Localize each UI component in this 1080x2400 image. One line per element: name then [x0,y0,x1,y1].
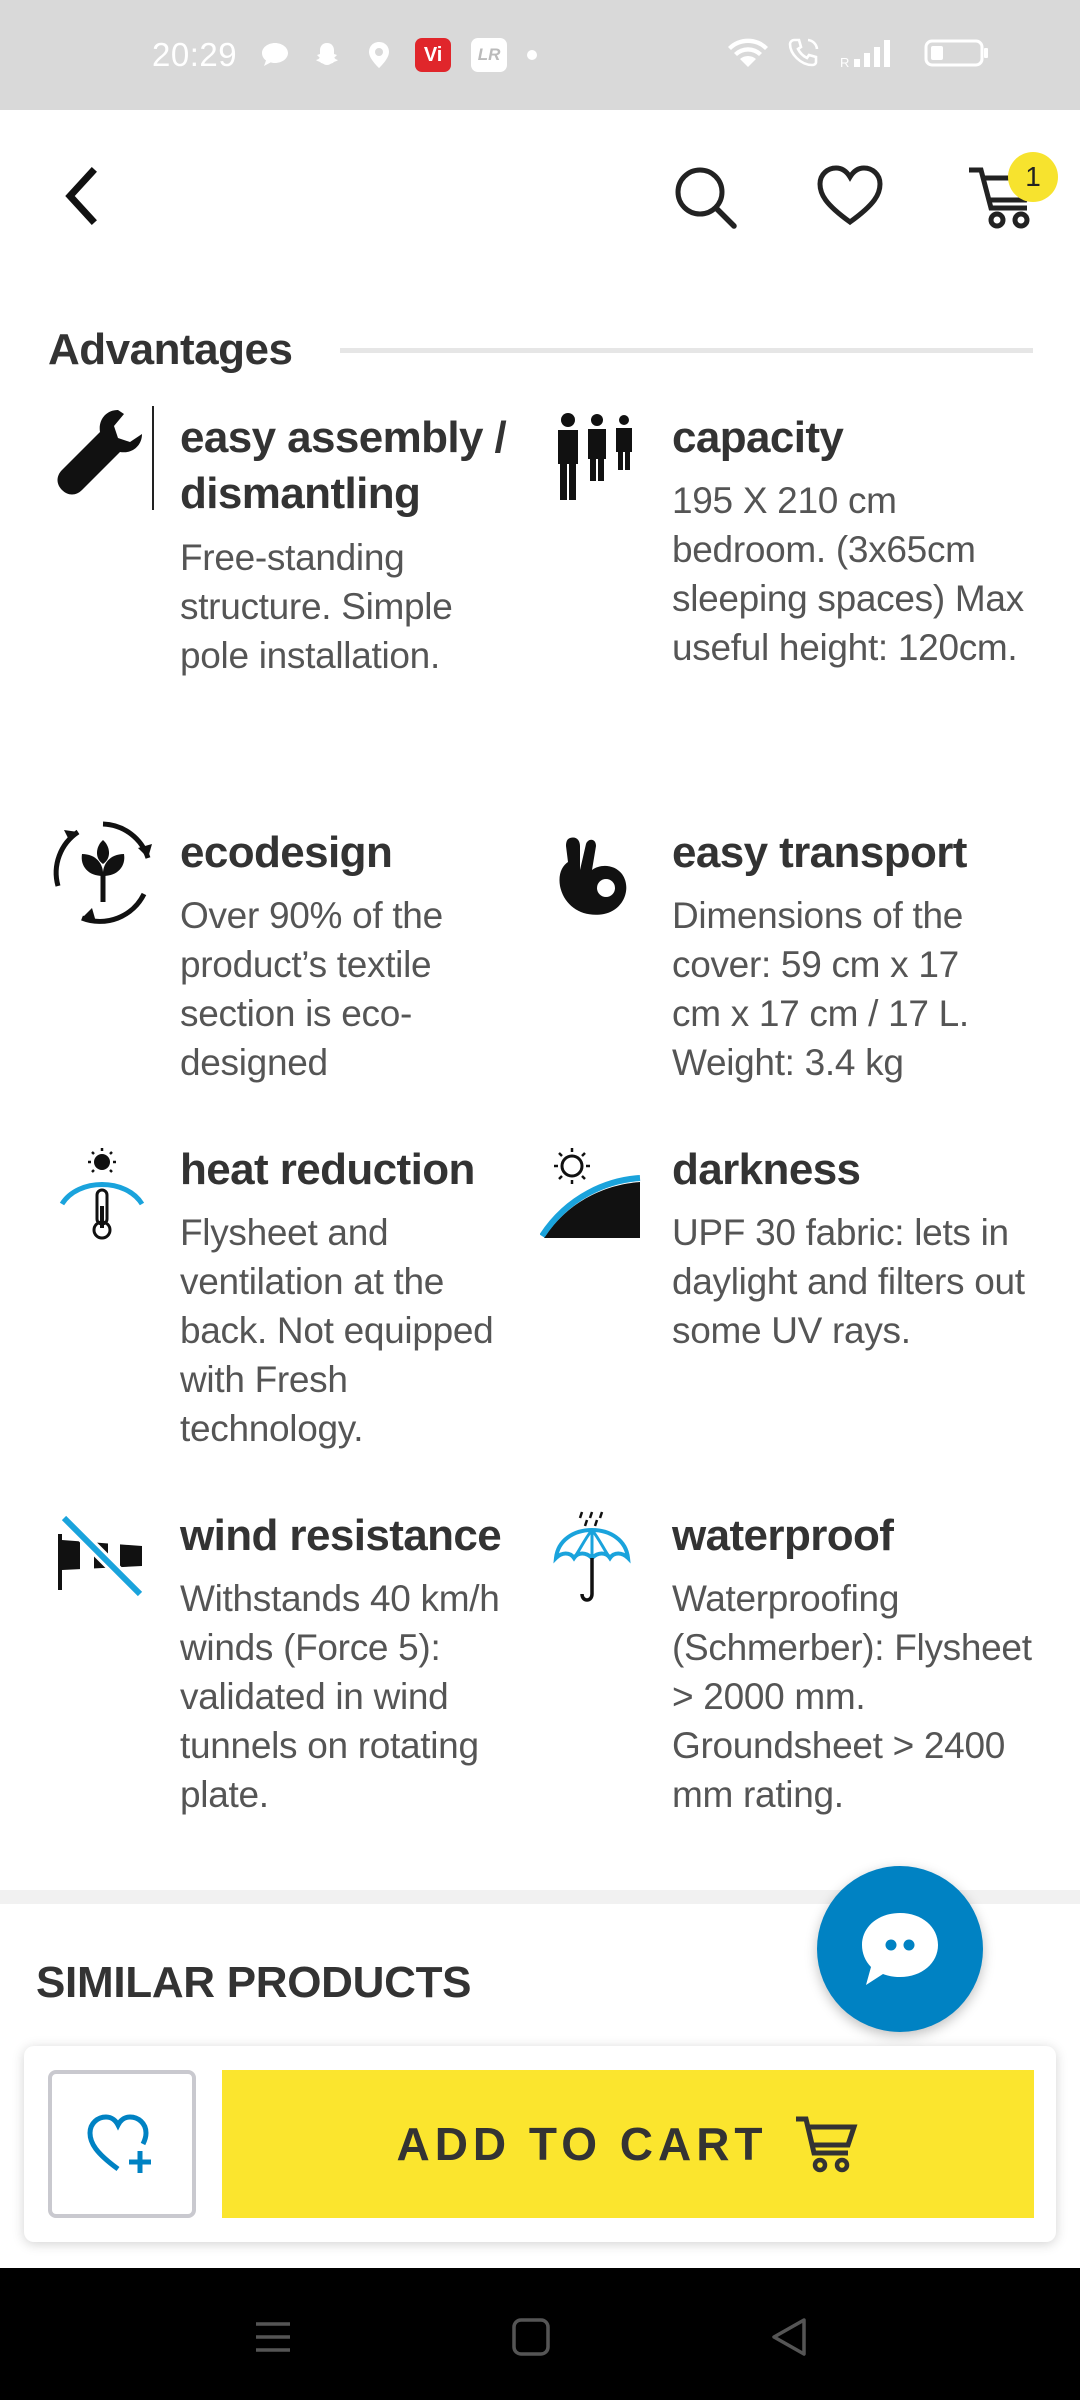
vi-app-icon: Vi [415,38,451,72]
feature-title: wind resistance [180,1511,502,1560]
similar-products-title: SIMILAR PRODUCTS [36,1958,472,2007]
feature-title: easy assembly / dismantling [180,413,507,518]
section-title: Advantages [48,325,293,374]
chat-button[interactable] [817,1866,983,2032]
svg-text:R: R [840,54,850,69]
triangle-back-icon [766,2314,812,2360]
ecodesign-icon [48,818,148,918]
feature-description: Dimensions of the cover: 59 cm x 17 cm x 17 cm / 17 L. Weight: 3.4 kg [672,895,969,1083]
feature-title: capacity [672,413,844,462]
status-time: 20:29 [152,36,238,73]
lr-app-icon: LR [471,38,507,72]
chat-icon [858,1909,942,1989]
chevron-left-icon [58,164,106,228]
people-icon [552,410,652,510]
advantages-header [48,320,1033,380]
cart-count-badge: 1 [1008,152,1058,202]
feature-description: 195 X 210 cm bedroom. (3x65cm sleeping spaces) Max useful height: 120cm. [672,480,1024,668]
feature-description: Withstands 40 km/h winds (Force 5): validated in wind tunnels on rotating plate. [180,1578,500,1815]
heat-reduction-icon [52,1148,152,1248]
back-button[interactable] [58,164,106,228]
heart-plus-icon [84,2109,160,2179]
feature-title: darkness [672,1145,861,1194]
system-navigation-bar [0,2268,1080,2400]
signal-icon [838,37,908,74]
add-to-wishlist-button[interactable] [48,2070,196,2218]
darkness-icon [540,1144,640,1244]
wrench-icon [48,402,148,502]
feature-description: Free-standing structure. Simple pole installation. [180,537,453,676]
wifi-icon [726,37,770,74]
feature-title: heat reduction [180,1145,475,1194]
add-to-cart-label: ADD TO CART [396,2118,768,2170]
home-square-icon [508,2314,554,2360]
feature-title: waterproof [672,1511,894,1560]
chat-bubble-icon [259,39,291,71]
heart-icon [815,162,885,232]
back-nav-button[interactable] [766,2314,812,2360]
ok-hand-icon [552,830,652,930]
feature-description: Flysheet and ventilation at the back. Not equipped with Fresh technology. [180,1212,494,1449]
snapchat-icon [311,39,343,71]
umbrella-rain-icon [552,1510,652,1610]
feature-description: Waterproofing (Schmerber): Flysheet > 2000 mm. Groundsheet > 2400 mm rating. [672,1578,1032,1815]
call-icon [786,37,822,74]
favorites-button[interactable] [815,162,885,232]
feature-title: easy transport [672,828,967,877]
windsock-icon [52,1510,152,1610]
app-header [0,110,1080,280]
cart-icon [794,2113,860,2175]
status-bar [0,0,1080,110]
section-divider [340,348,1033,353]
search-button[interactable] [670,162,740,232]
home-nav-button[interactable] [508,2314,554,2360]
more-dot-icon [527,50,537,60]
location-icon [363,39,395,71]
add-to-cart-button[interactable] [222,2070,1034,2218]
menu-nav-button[interactable] [250,2314,296,2360]
battery-icon [924,37,990,74]
feature-description: UPF 30 fabric: lets in daylight and filters out some UV rays. [672,1212,1025,1351]
feature-title: ecodesign [180,828,393,877]
feature-description: Over 90% of the product’s textile section is eco-designed [180,895,443,1083]
menu-icon [250,2314,296,2360]
search-icon [670,162,740,232]
